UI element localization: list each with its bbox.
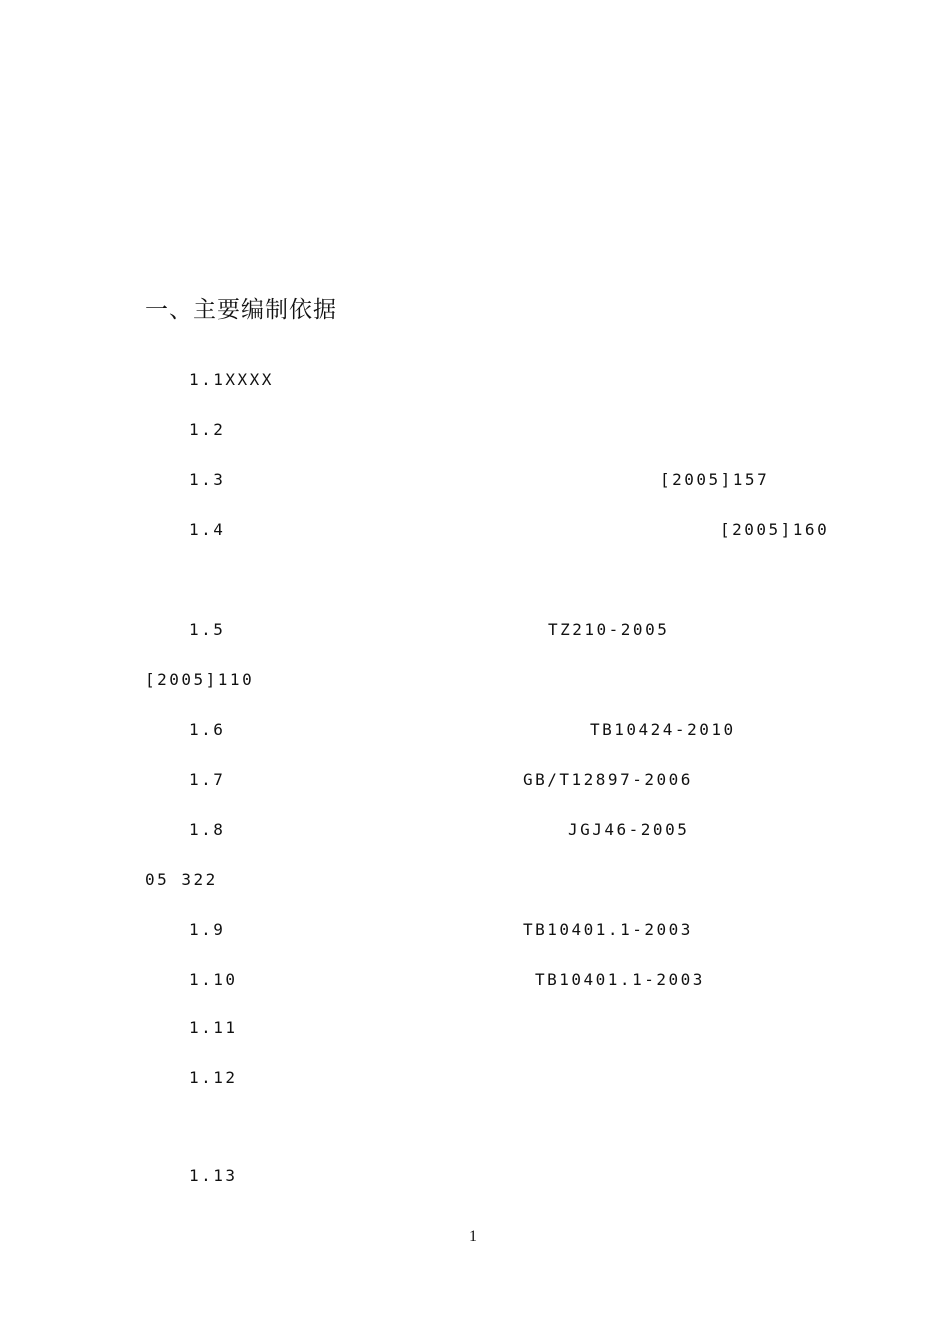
item-1-4: 1.4 xyxy=(189,520,226,539)
item-1-9-standard: TB10401.1-2003 xyxy=(523,920,693,939)
item-1-10: 1.10 xyxy=(189,970,238,989)
item-1-6: 1.6 xyxy=(189,720,226,739)
item-1-8: 1.8 xyxy=(189,820,226,839)
page-number: 1 xyxy=(469,1228,477,1245)
item-1-5-continuation: [2005]110 xyxy=(145,670,255,689)
item-1-2: 1.2 xyxy=(189,420,226,439)
item-1-13: 1.13 xyxy=(189,1166,238,1185)
item-1-11: 1.11 xyxy=(189,1018,238,1037)
item-1-12: 1.12 xyxy=(189,1068,238,1087)
item-1-3: 1.3 xyxy=(189,470,226,489)
item-1-5: 1.5 xyxy=(189,620,226,639)
item-1-6-standard: TB10424-2010 xyxy=(590,720,736,739)
item-1-4-doc-number: [2005]160 xyxy=(720,520,830,539)
item-1-1: 1.1XXXX xyxy=(189,370,274,389)
item-1-7-standard: GB/T12897-2006 xyxy=(523,770,693,789)
item-1-5-standard: TZ210-2005 xyxy=(548,620,670,639)
item-1-8-standard: JGJ46-2005 xyxy=(568,820,690,839)
item-1-7: 1.7 xyxy=(189,770,226,789)
section-heading: 一、主要编制依据 xyxy=(145,297,337,323)
item-1-8-continuation: 05 322 xyxy=(145,870,218,889)
item-1-3-doc-number: [2005]157 xyxy=(660,470,770,489)
item-1-9: 1.9 xyxy=(189,920,226,939)
item-1-10-standard: TB10401.1-2003 xyxy=(535,970,705,989)
